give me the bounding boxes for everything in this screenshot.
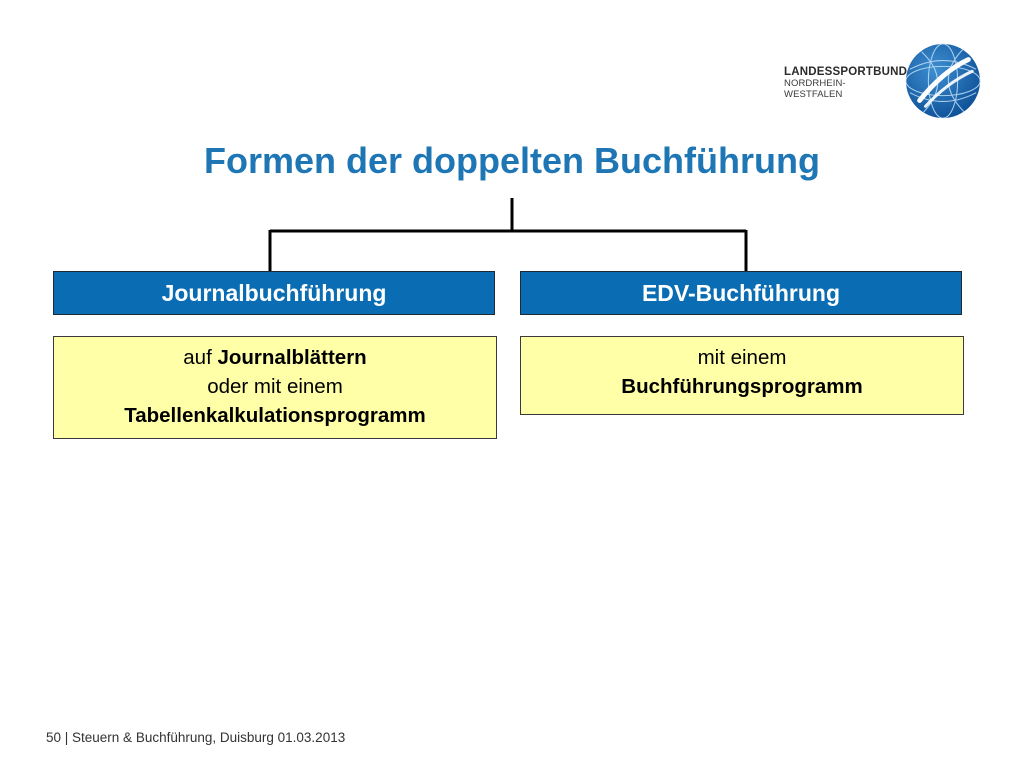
edv-buchfuehrung-label: EDV-Buchführung bbox=[641, 279, 841, 306]
journal-description-line-3 bbox=[54, 401, 496, 430]
logo-text bbox=[784, 66, 908, 101]
logo-line-1: LANDESSPORTBUND bbox=[784, 66, 908, 78]
edv-buchfuehrung-box bbox=[520, 271, 962, 315]
globe-logo-icon bbox=[904, 42, 982, 120]
journalbuchfuehrung-label: Journalbuchführung bbox=[161, 279, 387, 306]
journal-description-prefix: auf bbox=[183, 346, 218, 369]
journalbuchfuehrung-box bbox=[53, 271, 495, 315]
journal-description-box bbox=[53, 336, 497, 439]
journal-description-line-1 bbox=[54, 343, 496, 372]
edv-description-line-1: mit einem bbox=[697, 346, 787, 369]
journal-description-tabellenkalkulation: Tabellenkalkulationsprogramm bbox=[124, 404, 426, 427]
edv-description-line-2 bbox=[521, 372, 963, 401]
journal-description-journalblaetter: Journalblättern bbox=[217, 346, 367, 369]
logo-line-2: NORDRHEIN-WESTFALEN bbox=[784, 78, 846, 101]
edv-description-box bbox=[520, 336, 964, 415]
page-title: Formen der doppelten Buchführung bbox=[204, 140, 820, 181]
edv-description-buchfuehrungsprogramm: Buchführungsprogramm bbox=[621, 375, 863, 398]
slide-footer: 50 | Steuern & Buchführung, Duisburg 01.03.2013 bbox=[46, 730, 346, 745]
journal-description-line-2: oder mit einem bbox=[207, 375, 343, 398]
